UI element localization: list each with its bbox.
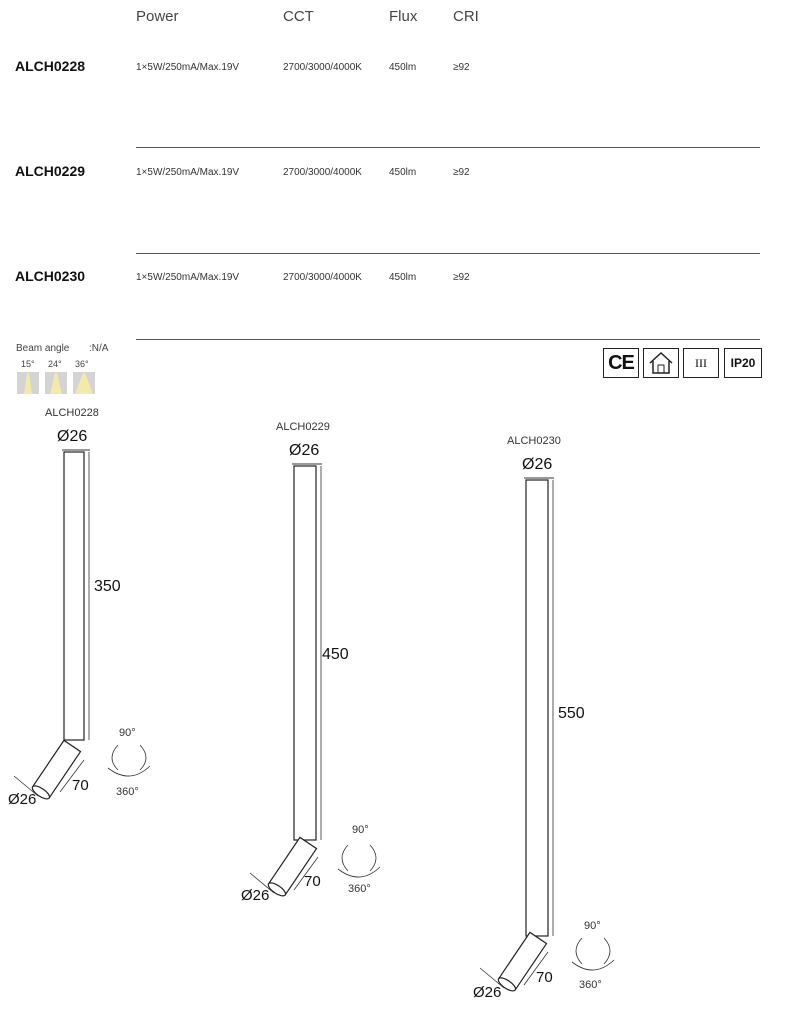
- row-divider: [136, 253, 760, 254]
- beam-angle-36: 36°: [75, 359, 89, 369]
- head-length-label: 70: [304, 873, 321, 890]
- row-power: 1×5W/250mA/Max.19V: [136, 272, 240, 283]
- tilt-angle-label: 90°: [584, 920, 601, 932]
- row-cri: ≥92: [453, 272, 470, 283]
- ip20-text: IP20: [730, 356, 756, 370]
- header-power: Power: [136, 8, 179, 25]
- header-cct: CCT: [283, 8, 314, 25]
- header-cri: CRI: [453, 8, 479, 25]
- ip20-icon: [724, 348, 762, 378]
- drawing-model-label: ALCH0230: [507, 435, 561, 447]
- head-diameter-label: Ø26: [241, 887, 270, 904]
- row-flux: 450lm: [389, 167, 417, 178]
- ce-mark-text: CE: [608, 351, 634, 374]
- beam-angle-label: Beam angle: [16, 343, 70, 354]
- row-model: ALCH0228: [15, 58, 86, 74]
- head-diameter-label: Ø26: [8, 791, 37, 808]
- head-length-label: 70: [72, 777, 89, 794]
- row-divider: [136, 147, 760, 148]
- head-diameter-label: Ø26: [473, 984, 502, 1001]
- beam-angle-24: 24°: [48, 359, 62, 369]
- rotation-angle-label: 360°: [348, 883, 371, 895]
- beam-angle-value: :N/A: [89, 343, 109, 354]
- row-cct: 2700/3000/4000K: [283, 62, 362, 73]
- beam-wide-icon: [73, 372, 95, 394]
- length-label: 350: [94, 578, 121, 595]
- length-label: 550: [558, 705, 585, 722]
- ce-mark-icon: [603, 348, 639, 378]
- pendant-diagram: [230, 455, 390, 915]
- row-cct: 2700/3000/4000K: [283, 272, 362, 283]
- row-cri: ≥92: [453, 167, 470, 178]
- beam-narrow-icon: [17, 372, 39, 394]
- drawing-model-label: ALCH0228: [45, 407, 99, 419]
- tilt-angle-label: 90°: [352, 824, 369, 836]
- tilt-angle-label: 90°: [119, 727, 136, 739]
- row-cri: ≥92: [453, 62, 470, 73]
- row-model: ALCH0230: [15, 268, 86, 284]
- row-cct: 2700/3000/4000K: [283, 167, 362, 178]
- row-power: 1×5W/250mA/Max.19V: [136, 167, 240, 178]
- row-divider: [136, 339, 760, 340]
- row-flux: 450lm: [389, 62, 417, 73]
- top-diameter-label: Ø26: [522, 456, 553, 473]
- top-diameter-label: Ø26: [289, 442, 320, 459]
- beam-medium-icon: [45, 372, 67, 394]
- rotation-angle-label: 360°: [579, 979, 602, 991]
- top-diameter-label: Ø26: [57, 428, 88, 445]
- row-power: 1×5W/250mA/Max.19V: [136, 62, 240, 73]
- class-iii-text: III: [695, 355, 707, 370]
- length-label: 450: [322, 646, 349, 663]
- row-flux: 450lm: [389, 272, 417, 283]
- header-flux: Flux: [389, 8, 418, 25]
- head-length-label: 70: [536, 969, 553, 986]
- beam-angle-15: 15°: [21, 359, 35, 369]
- class-iii-icon: [683, 348, 719, 378]
- row-model: ALCH0229: [15, 163, 86, 179]
- indoor-use-icon: [643, 348, 679, 378]
- rotation-angle-label: 360°: [116, 786, 139, 798]
- drawing-model-label: ALCH0229: [276, 421, 330, 433]
